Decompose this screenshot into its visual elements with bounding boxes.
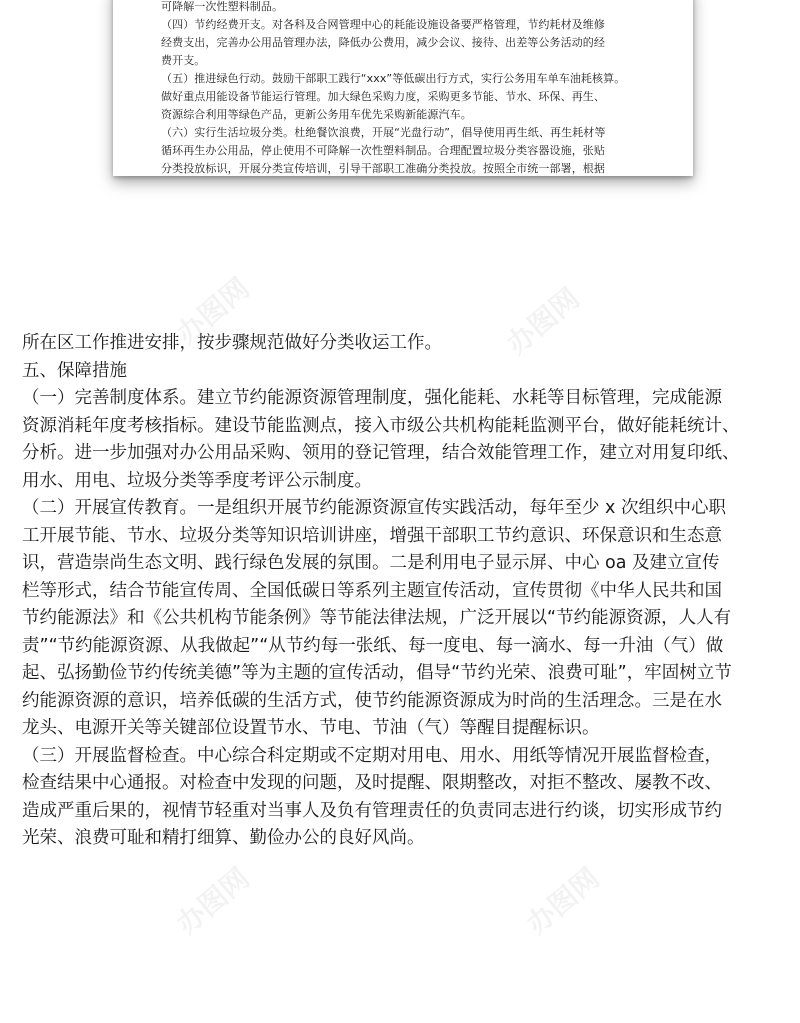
body-line: 检查结果中心通报。对检查中发现的问题，及时提醒、限期整改，对拒不整改、屡教不改、 — [22, 773, 722, 793]
preview-line: 做好重点用能设备节能运行管理。加大绿色采购力度，采购更多节能、节水、环保、再生、 — [161, 90, 605, 103]
body-line: 龙头、电源开关等关键部位设置节水、节电、节油（气）等醒目提醒标识。 — [22, 718, 600, 738]
body-line: 资源消耗年度考核指标。建设节能监测点，接入市级公共机构能耗监测平台，做好能耗统计、 — [22, 415, 740, 436]
body-line: （三）开展监督检查。中心综合科定期或不定期对用电、用水、用纸等情况开展监督检查， — [22, 745, 722, 766]
body-line: 工开展节能、节水、垃圾分类等知识培训讲座，增强干部职工节约意识、环保意识和生态意 — [22, 525, 722, 546]
body-line: 光荣、浪费可耻和精打细算、勤俭办公的良好风尚。 — [22, 828, 425, 848]
body-line: 所在区工作推进安排，按步骤规范做好分类收运工作。 — [22, 333, 442, 353]
body-line: 起、弘扬勤俭节约传统美德”等为主题的宣传活动，倡导“节约光荣、浪费可耻”，牢固树立节 — [22, 663, 732, 683]
preview-line: 资源综合利用等绿色产品，更新公务用车优先采购新能源汽车。 — [161, 108, 472, 121]
preview-line: 循环再生办公用品，停止使用不可降解一次性塑料制品。合理配置垃圾分类容器设施，张贴 — [161, 144, 605, 157]
preview-line: 费开支。 — [161, 54, 206, 67]
watermark: 办图网 — [170, 271, 256, 351]
document-body — [22, 330, 792, 853]
body-line: （二）开展宣传教育。一是组织开展节约能源资源宣传实践活动，每年至少 x 次组织中心职 — [22, 498, 726, 518]
preview-line: （六）实行生活垃圾分类。杜绝餐饮浪费，开展“光盘行动”，倡导使用再生纸、再生耗材等 — [161, 126, 606, 139]
watermark: 办图网 — [170, 861, 256, 941]
body-line: 用水、用电、垃圾分类等季度考评公示制度。 — [22, 470, 372, 491]
preview-line: 经费支出，完善办公用品管理办法，降低办公费用，减少会议、接待、出差等公务活动的经 — [161, 36, 605, 49]
preview-line: 可降解一次性塑料制品。 — [161, 0, 284, 13]
section-heading: 五、保障措施 — [22, 360, 127, 381]
preview-line: （四）节约经费开支。对各科及合网管理中心的耗能设施设备要严格管理，节约耗材及维修 — [161, 18, 605, 31]
preview-line: 分类投放标识，开展分类宣传培训，引导干部职工准确分类投放。按照全市统一部署，根据 — [161, 162, 605, 175]
body-line: （一）完善制度体系。建立节约能源资源管理制度，强化能耗、水耗等目标管理，完成能源 — [22, 388, 722, 408]
document-preview-text — [161, 0, 651, 176]
body-line: 节约能源法》和《公共机构节能条例》等节能法律法规，广泛开展以“节约能源资源，人人有 — [22, 608, 732, 628]
body-line: 栏等形式，结合节能宣传周、全国低碳日等系列主题宣传活动，宣传贯彻《中华人民共和国 — [22, 580, 722, 601]
body-line: 造成严重后果的，视情节轻重对当事人及负有管理责任的负责同志进行约谈，切实形成节约 — [22, 800, 722, 821]
watermark: 办图网 — [520, 861, 606, 941]
watermark: 办图网 — [500, 281, 586, 361]
body-line: 约能源资源的意识，培养低碳的生活方式，使节约能源资源成为时尚的生活理念。三是在水 — [22, 690, 722, 711]
body-line: 分析。进一步加强对办公用品采购、领用的登记管理，结合效能管理工作，建立对用复印纸、 — [22, 443, 740, 463]
document-preview-card — [113, 0, 693, 176]
body-line: 识，营造崇尚生态文明、践行绿色发展的氛围。二是利用电子显示屏、中心 oa 及建立宣传 — [22, 553, 720, 573]
preview-band — [0, 0, 800, 205]
body-line: 责”“节约能源资源、从我做起”“从节约每一张纸、每一度电、每一滴水、每一升油（气）做 — [22, 635, 724, 656]
preview-line: （五）推进绿色行动。鼓励干部职工践行“xxx”等低碳出行方式，实行公务用车单车油耗核算。 — [161, 72, 626, 85]
